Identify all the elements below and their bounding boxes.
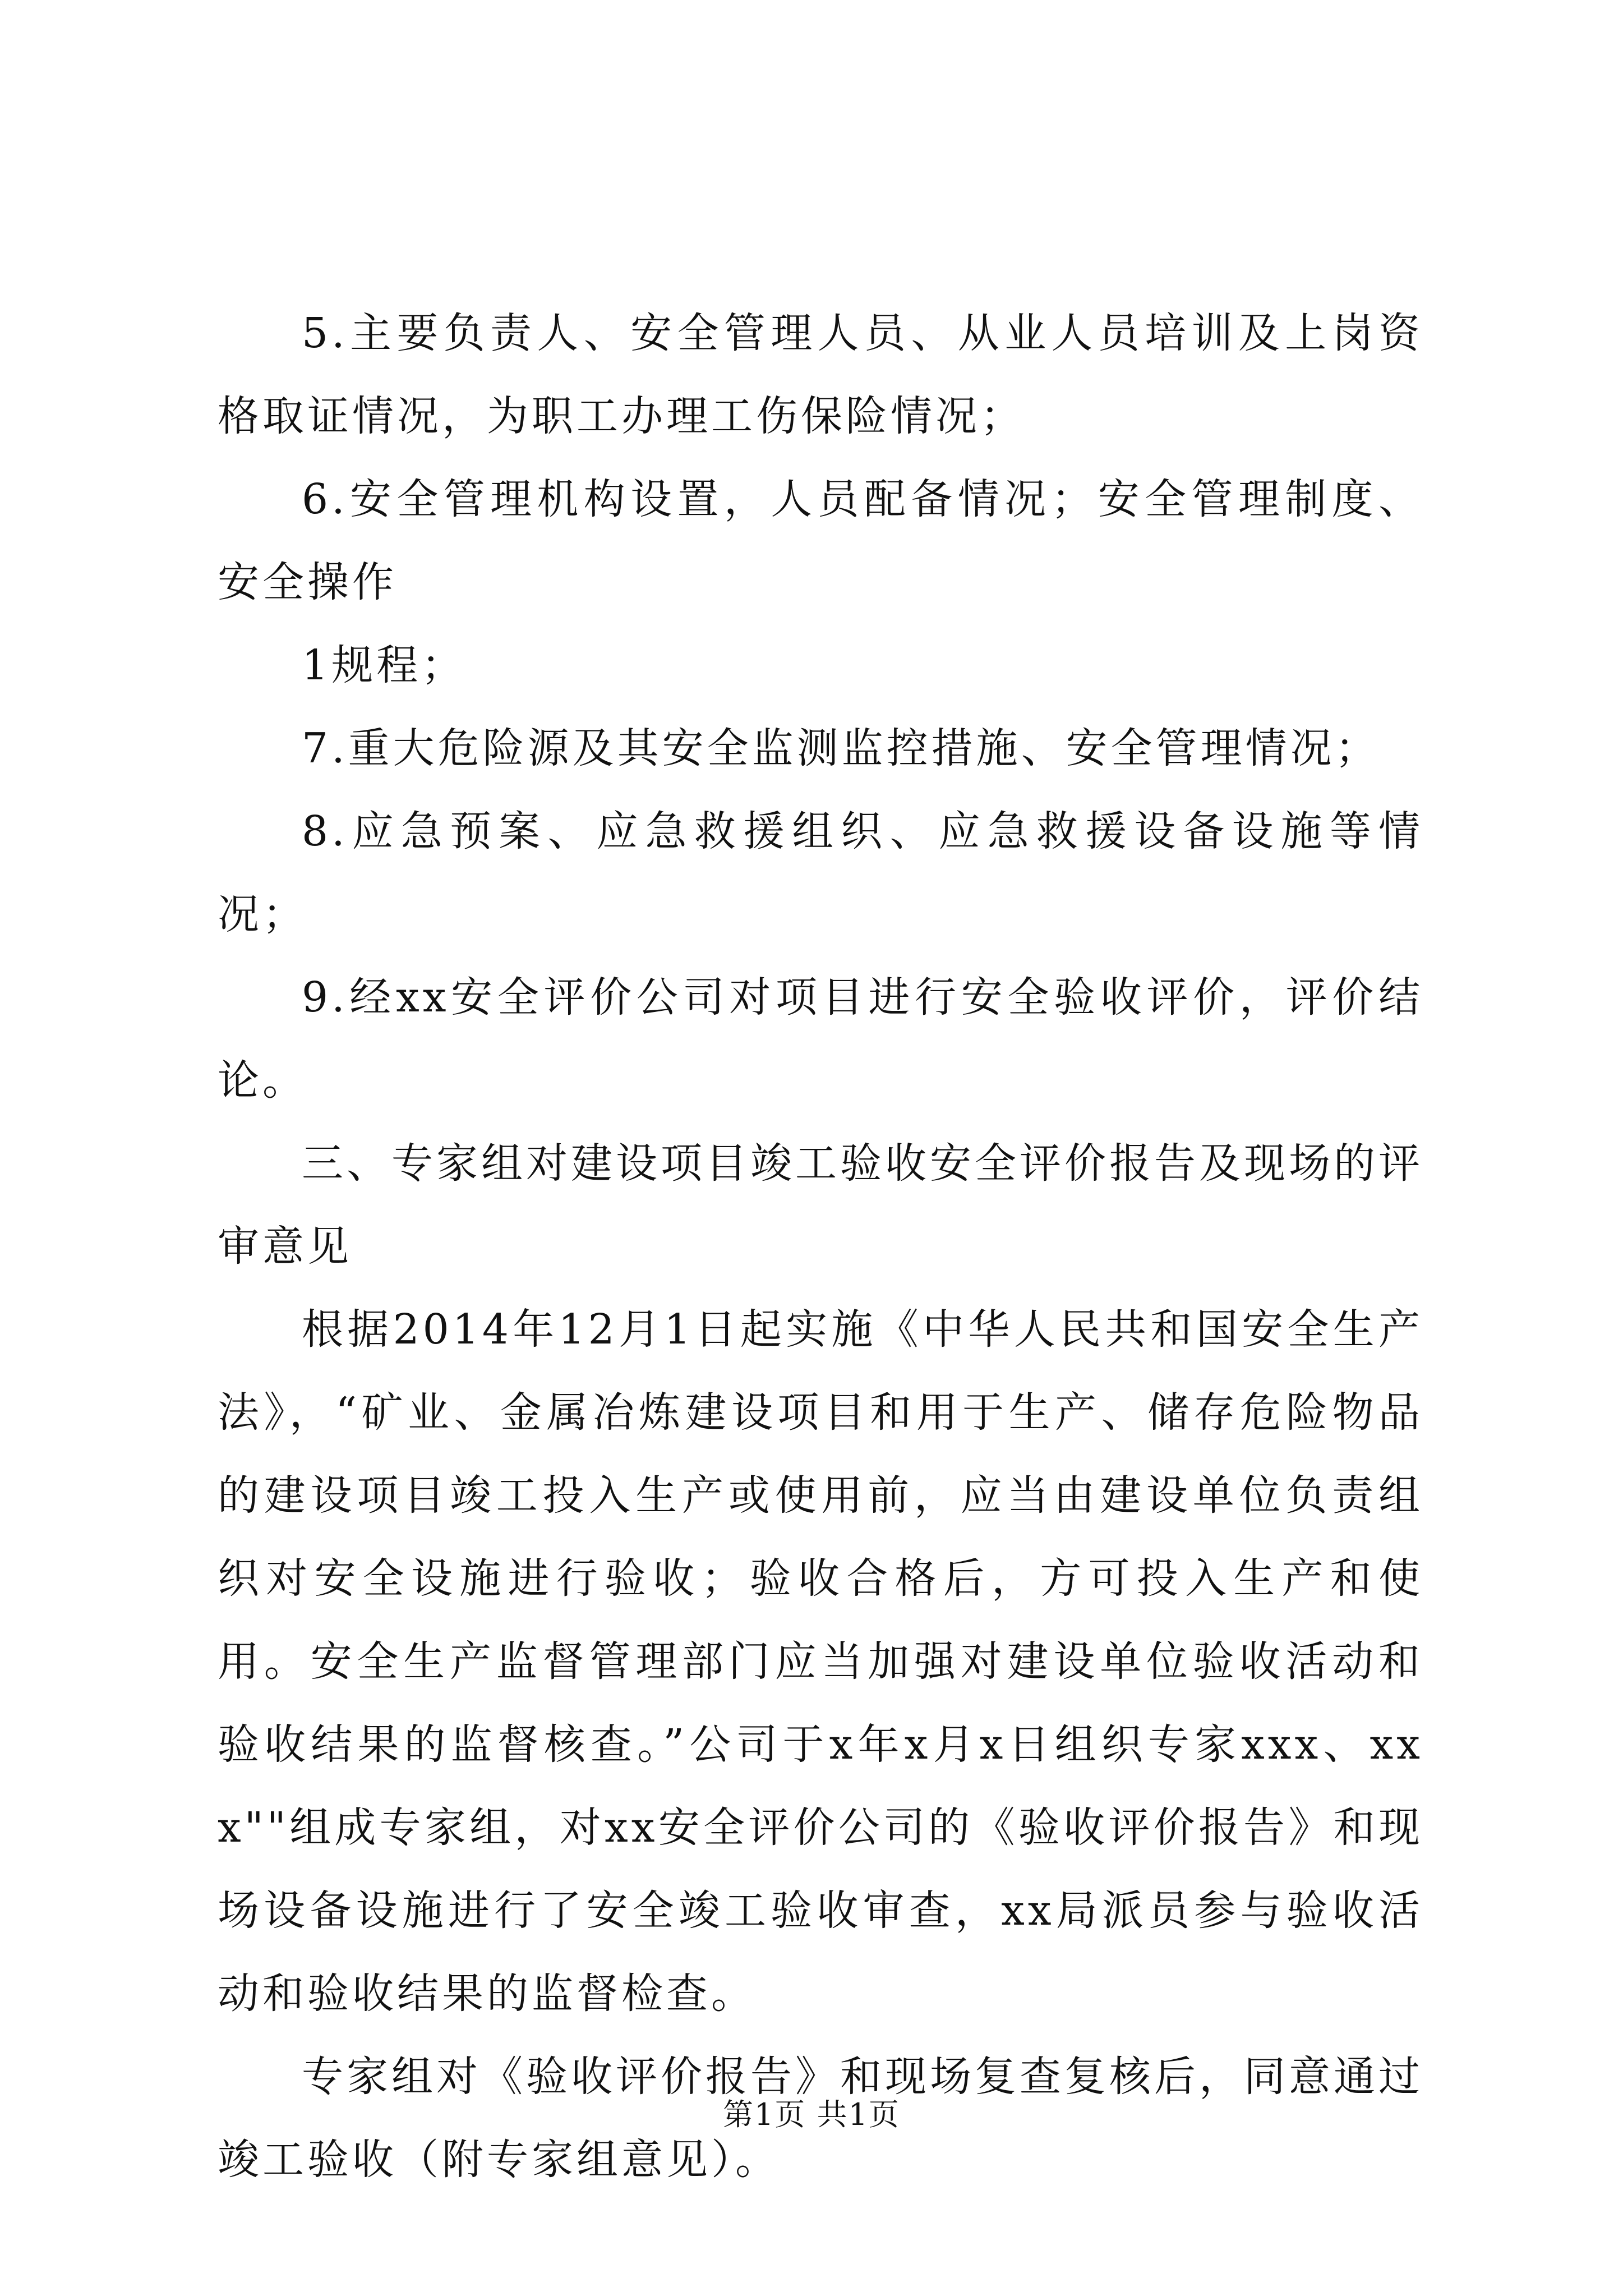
- paragraph-5-training: 5.主要负责人、安全管理人员、从业人员培训及上岗资格取证情况，为职工办理工伤保险情况；: [218, 309, 1423, 440]
- paragraph-conclusion: 专家组对《验收评价报告》和现场复查复核后，同意通过竣工验收（附专家组意见）。: [218, 2053, 1423, 2184]
- document-body: [218, 292, 1423, 2201]
- paragraph-8-emergency: 8.应急预案、应急救援组织、应急救援设备设施等情况；: [218, 807, 1423, 938]
- page-footer: 第1页 共1页: [723, 2097, 900, 2132]
- paragraph-7-hazards: 7.重大危险源及其安全监测监控措施、安全管理情况；: [302, 724, 1380, 772]
- paragraph-9-evaluation: 9.经xx安全评价公司对项目进行安全验收评价，评价结论。: [218, 973, 1423, 1105]
- section-heading-expert-opinion: 三、专家组对建设项目竣工验收安全评价报告及现场的评审意见: [218, 1139, 1423, 1271]
- paragraph-rules: 1规程；: [302, 641, 467, 689]
- paragraph-legal-basis: 根据2014年12月1日起实施《中华人民共和国安全生产法》，“矿业、金属冶炼建设项目和用于生产、储存危险物品的建设项目竣工投入生产或使用前，应当由建设单位负责组织对安全设施进行验收；验收合格后，方可投入生产和使用。安全生产监督管理部门应当加强对建设单位验收活动和验收结果的监督核查。”公司于x年x月x日组织专家xxx、xxx""组成专家组，对xx安全评价公司的《验收评价报告》和现场设备设施进行了安全竣工验收审查，xx局派员参与验收活动和验收结果的监督检查。: [218, 1305, 1423, 2018]
- paragraph-6-management: 6.安全管理机构设置，人员配备情况；安全管理制度、安全操作: [218, 475, 1423, 606]
